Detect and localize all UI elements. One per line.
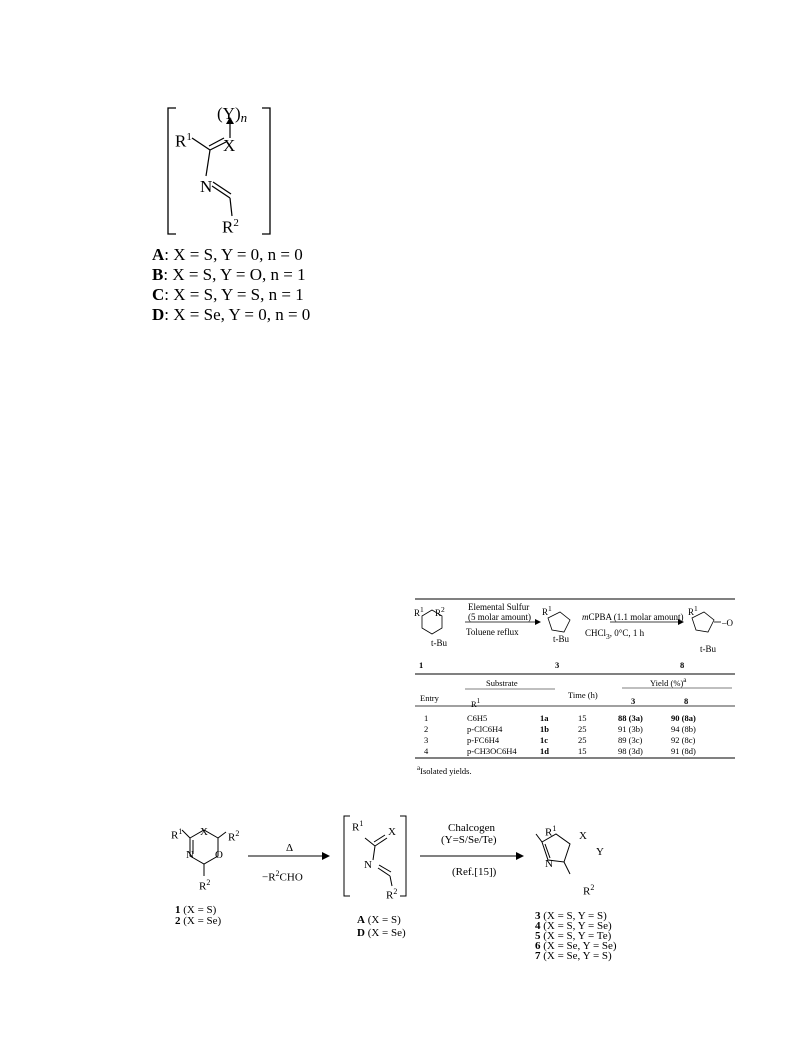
tbu-start: t-Bu	[431, 638, 448, 648]
y-label: (Y)n	[217, 104, 248, 125]
reagent1-line1: Elemental Sulfur	[468, 602, 530, 612]
reagent2-line1: mCPBA (1.1 molar amount)	[582, 612, 684, 622]
header-col8: 8	[684, 696, 689, 706]
reagent-line3: (Ref.[15])	[452, 866, 497, 878]
table-footnote: $^a$Isolated yields.	[417, 764, 472, 776]
header-col3: 3	[631, 696, 636, 706]
tbu-mid: t-Bu	[553, 634, 570, 644]
compound-label-3: 3	[555, 660, 560, 670]
prod-r2: $R^2$	[583, 883, 595, 898]
reagent1-line2: (5 molar amount)	[468, 612, 531, 622]
r1-mid: $R^1$	[542, 604, 552, 617]
start-n: N	[186, 849, 194, 861]
tbu-product: t-Bu	[700, 644, 717, 654]
legend-c: C: X = S, Y = S, n = 1	[152, 285, 304, 304]
int-label-a: A (X = S)	[357, 914, 401, 926]
legend-b: B: X = S, Y = O, n = 1	[152, 265, 306, 284]
heat-label: Δ	[286, 842, 294, 854]
header-time: Time (h)	[568, 690, 598, 700]
start-r1: $R^1$	[171, 827, 183, 842]
start-o: O	[215, 849, 223, 861]
legend-a: A: X = S, Y = 0, n = 0	[152, 245, 303, 264]
header-substrate: Substrate	[486, 678, 518, 688]
reagent1-line3: Toluene reflux	[466, 627, 519, 637]
prod-y: Y	[596, 846, 604, 858]
product-label-3: 3 (X = S, Y = S)	[535, 910, 607, 922]
n-atom: N	[200, 177, 213, 196]
header-r1: $R^1$	[471, 697, 481, 709]
header-entry: Entry	[420, 693, 439, 703]
prod-x: X	[579, 830, 587, 842]
compound-label-1: 1	[419, 660, 424, 670]
int-label-d: D (X = Se)	[357, 927, 406, 939]
product-label-4: 4 (X = S, Y = Se)	[535, 920, 612, 932]
x-atom: X	[223, 136, 236, 155]
int-x: X	[388, 826, 396, 838]
int-r1: $R^1$	[352, 819, 364, 834]
product-label-6: 6 (X = Se, Y = Se)	[535, 940, 617, 952]
product-label-7: 7 (X = Se, Y = S)	[535, 950, 612, 962]
header-yield: Yield (%)$^a$	[650, 676, 687, 688]
start-r2-bottom: $R^2$	[199, 878, 211, 893]
start-r2: $R^2$	[228, 829, 240, 844]
reagent-line1: Chalcogen	[448, 822, 496, 834]
r1-product: $R^1$	[688, 604, 698, 617]
legend-d: D: X = Se, Y = 0, n = 0	[152, 305, 311, 324]
product-label-5: 5 (X = S, Y = Te)	[535, 930, 612, 942]
prod-n: N	[545, 858, 553, 870]
reagent2-line2: CHCl$_3$, 0°C, 1 h	[585, 628, 645, 641]
so-label: –O	[722, 618, 733, 628]
int-n: N	[364, 859, 372, 871]
reagent-line2: (Y=S/Se/Te)	[441, 834, 497, 846]
start-label-1: 1 (X = S)	[175, 904, 217, 916]
byproduct-label: $-R^2CHO$	[262, 869, 303, 884]
start-x: X	[200, 826, 208, 838]
start-label-2: 2 (X = Se)	[175, 915, 222, 927]
int-r2: $R^2$	[386, 887, 398, 902]
compound-label-8: 8	[680, 660, 685, 670]
r2-label: $R^2$	[222, 217, 239, 237]
r1-label: $R^1$	[175, 131, 192, 151]
prod-r1: $R^1$	[545, 824, 557, 839]
r1-r2-start: $R^1$ $R^2$	[414, 605, 445, 618]
